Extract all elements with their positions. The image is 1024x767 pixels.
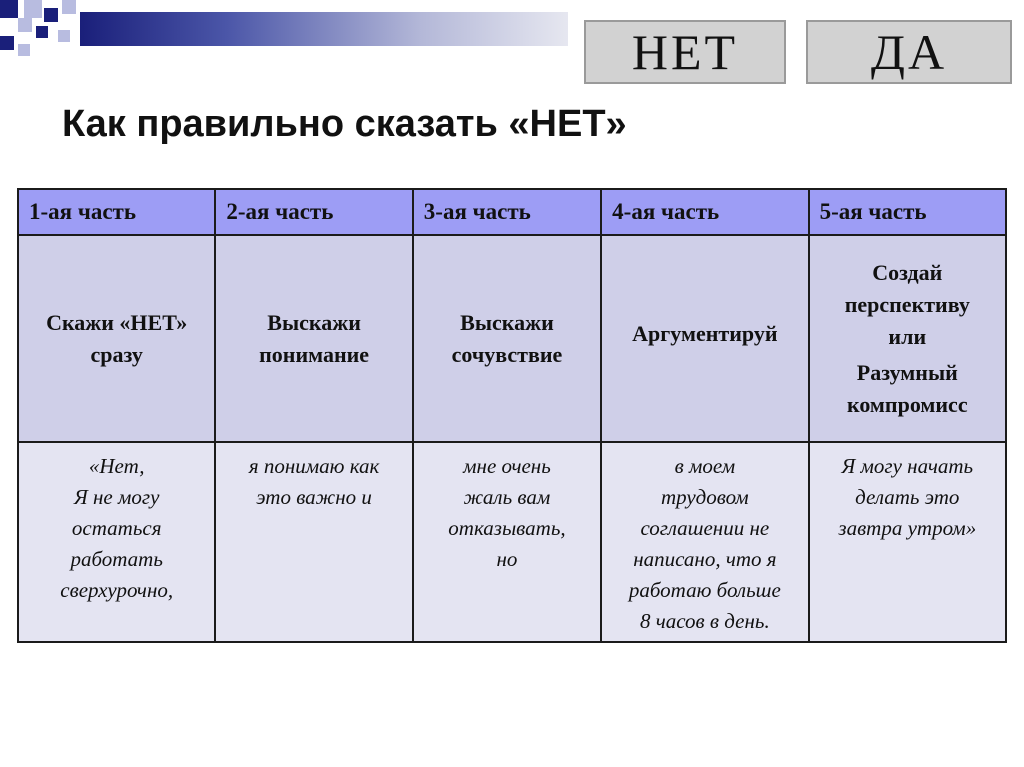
decor-square bbox=[36, 26, 48, 38]
table-row-examples bbox=[18, 442, 1006, 642]
example-cell bbox=[809, 442, 1006, 642]
steps-table bbox=[17, 188, 1007, 643]
table-header-cell: 4-ая часть bbox=[601, 189, 808, 235]
example-text: мне очень bbox=[463, 454, 551, 478]
example-text: отказывать, bbox=[448, 516, 566, 540]
table-header-cell: 5-ая часть bbox=[809, 189, 1006, 235]
example-text: в моем bbox=[674, 454, 736, 478]
step-text: перспективу bbox=[844, 291, 970, 317]
step-text: Выскажи bbox=[267, 309, 361, 335]
step-cell bbox=[601, 235, 808, 442]
step-text: компромисс bbox=[846, 391, 968, 417]
example-cell bbox=[18, 442, 215, 642]
example-text: завтра утром» bbox=[838, 516, 977, 540]
example-text: жаль вам bbox=[463, 485, 551, 509]
yes-word-box bbox=[806, 20, 1012, 84]
example-text: делать это bbox=[855, 485, 960, 509]
decor-square bbox=[0, 0, 18, 18]
header-gradient-bar bbox=[80, 12, 568, 46]
table-header-cell: 2-ая часть bbox=[215, 189, 412, 235]
no-word-label: НЕТ bbox=[631, 24, 739, 80]
example-text: остаться bbox=[71, 516, 162, 540]
table-header-row bbox=[18, 189, 1006, 235]
decor-square bbox=[58, 30, 70, 42]
step-cell bbox=[215, 235, 412, 442]
decor-square bbox=[18, 18, 32, 32]
example-text: Я не могу bbox=[73, 485, 160, 509]
step-text: понимание bbox=[259, 341, 370, 367]
table-header-cell: 3-ая часть bbox=[413, 189, 601, 235]
example-cell bbox=[413, 442, 601, 642]
decor-square bbox=[24, 0, 42, 18]
table-header-cell: 1-ая часть bbox=[18, 189, 215, 235]
example-text: соглашении не bbox=[640, 516, 770, 540]
example-cell bbox=[601, 442, 808, 642]
step-text: сразу bbox=[90, 341, 143, 367]
example-cell bbox=[215, 442, 412, 642]
example-text: работать bbox=[70, 547, 163, 571]
example-text: работаю больше bbox=[628, 578, 781, 602]
table-row-steps bbox=[18, 235, 1006, 442]
yes-word-label: ДА bbox=[870, 24, 948, 80]
no-word-box bbox=[584, 20, 786, 84]
step-text: Разумный bbox=[856, 359, 958, 385]
example-text: я понимаю как bbox=[248, 454, 380, 478]
step-text: Выскажи bbox=[460, 309, 554, 335]
example-text: Я могу начать bbox=[841, 454, 974, 478]
step-cell bbox=[413, 235, 601, 442]
example-text: 8 часов в день. bbox=[639, 609, 770, 633]
step-text: или bbox=[888, 323, 927, 349]
decor-square bbox=[0, 36, 14, 50]
example-text: но bbox=[496, 547, 518, 571]
step-text: Скажи «НЕТ» bbox=[46, 309, 188, 335]
step-cell bbox=[18, 235, 215, 442]
page-title: Как правильно сказать «НЕТ» bbox=[62, 103, 627, 145]
step-text: сочувствие bbox=[451, 341, 563, 367]
step-text: Создай bbox=[872, 259, 943, 285]
example-text: сверхурочно, bbox=[60, 578, 174, 602]
step-cell bbox=[809, 235, 1006, 442]
step-text: Аргументируй bbox=[632, 320, 778, 346]
decor-square bbox=[18, 44, 30, 56]
example-text: «Нет, bbox=[88, 454, 145, 478]
decor-square bbox=[44, 8, 58, 22]
example-text: написано, что я bbox=[633, 547, 777, 571]
example-text: трудовом bbox=[661, 485, 749, 509]
example-text: это важно и bbox=[256, 485, 372, 509]
decor-square bbox=[62, 0, 76, 14]
